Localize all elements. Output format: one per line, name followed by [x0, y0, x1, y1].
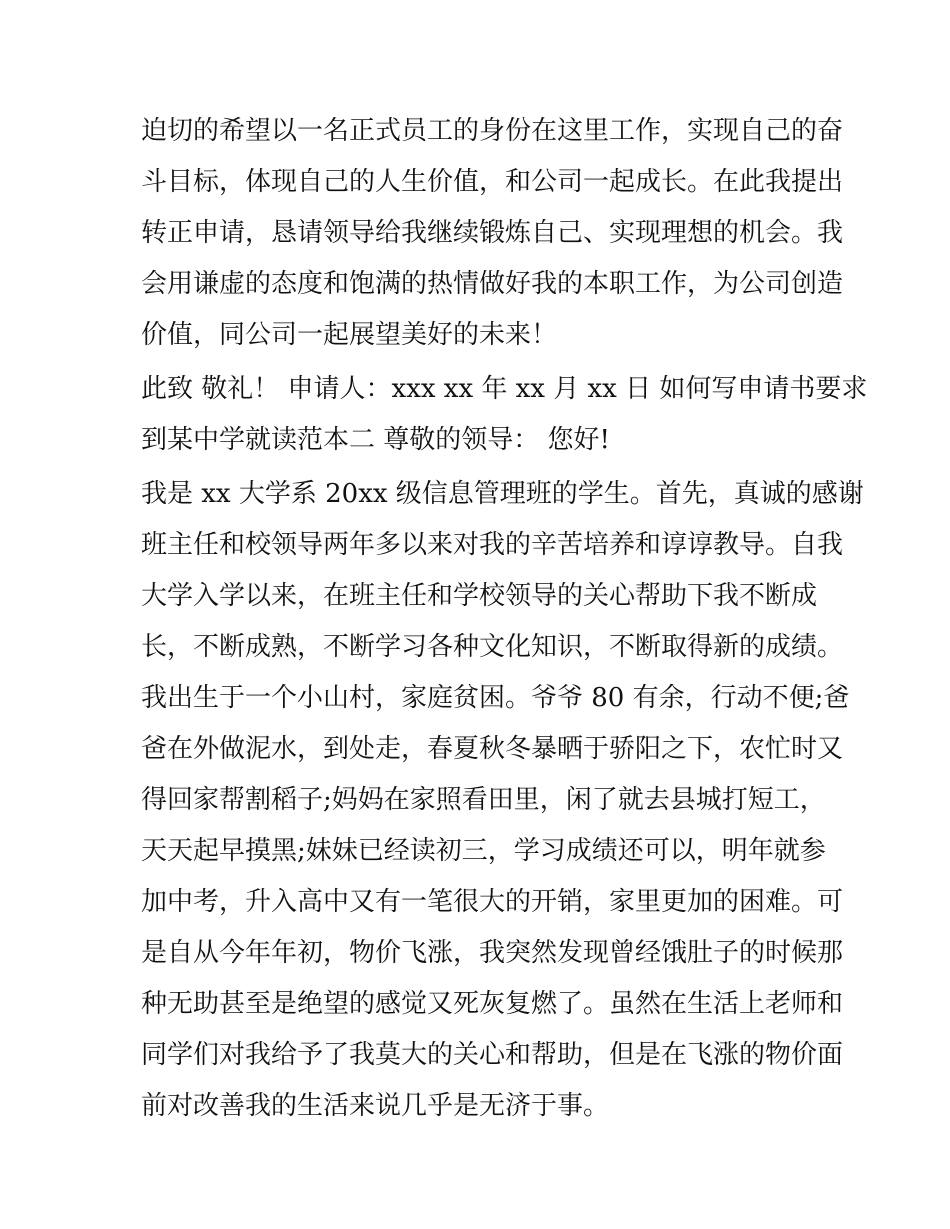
paragraph [141, 469, 864, 1132]
text-line: 爸在外做泥水，到处走，春夏秋冬暴晒于骄阳之下，农忙时又 [141, 734, 844, 764]
text-line: 加中考，升入高中又有一笔很大的开销，家里更加的困难。可 [141, 887, 844, 917]
text-line: 种无助甚至是绝望的感觉又死灰复燃了。虽然在生活上老师和 [141, 989, 844, 1019]
text-line: 转正申请，恳请领导给我继续锻炼自己、实现理想的机会。我 [141, 218, 844, 248]
text-line: 我是 xx 大学系 20xx 级信息管理班的学生。首先，真诚的感谢 [141, 479, 864, 509]
paragraph [141, 364, 868, 466]
text-line: 同学们对我给予了我莫大的关心和帮助，但是在飞涨的物价面 [141, 1040, 844, 1070]
text-line: 价值，同公司一起展望美好的未来！ [141, 320, 558, 350]
text-line: 我出生于一个小山村，家庭贫困。爷爷 80 有余，行动不便;爸 [141, 683, 850, 713]
text-line: 迫切的希望以一名正式员工的身份在这里工作，实现自己的奋 [141, 116, 844, 146]
text-line: 到某中学就读范本二 尊敬的领导： 您好! [141, 425, 610, 455]
document-body [141, 106, 868, 1132]
text-line: 斗目标，体现自己的人生价值，和公司一起成长。在此我提出 [141, 167, 844, 197]
text-line: 此致 敬礼！ 申请人：xxx xx 年 xx 月 xx 日 如何写申请书要求 [141, 374, 868, 404]
text-line: 得回家帮割稻子;妈妈在家照看田里，闲了就去县城打短工， [141, 785, 826, 815]
text-line: 班主任和校领导两年多以来对我的辛苦培养和谆谆教导。自我 [141, 530, 844, 560]
paragraph [141, 106, 844, 361]
text-line: 会用谦虚的态度和饱满的热情做好我的本职工作，为公司创造 [141, 269, 844, 299]
text-line: 大学入学以来，在班主任和学校领导的关心帮助下我不断成 [141, 581, 818, 611]
text-line: 前对改善我的生活来说几乎是无济于事。 [141, 1091, 610, 1121]
text-line: 是自从今年年初，物价飞涨，我突然发现曾经饿肚子的时候那 [141, 938, 844, 968]
text-line: 天天起早摸黑;妹妹已经读初三，学习成绩还可以，明年就参 [141, 836, 826, 866]
text-line: 长，不断成熟，不断学习各种文化知识，不断取得新的成绩。 [141, 632, 844, 662]
